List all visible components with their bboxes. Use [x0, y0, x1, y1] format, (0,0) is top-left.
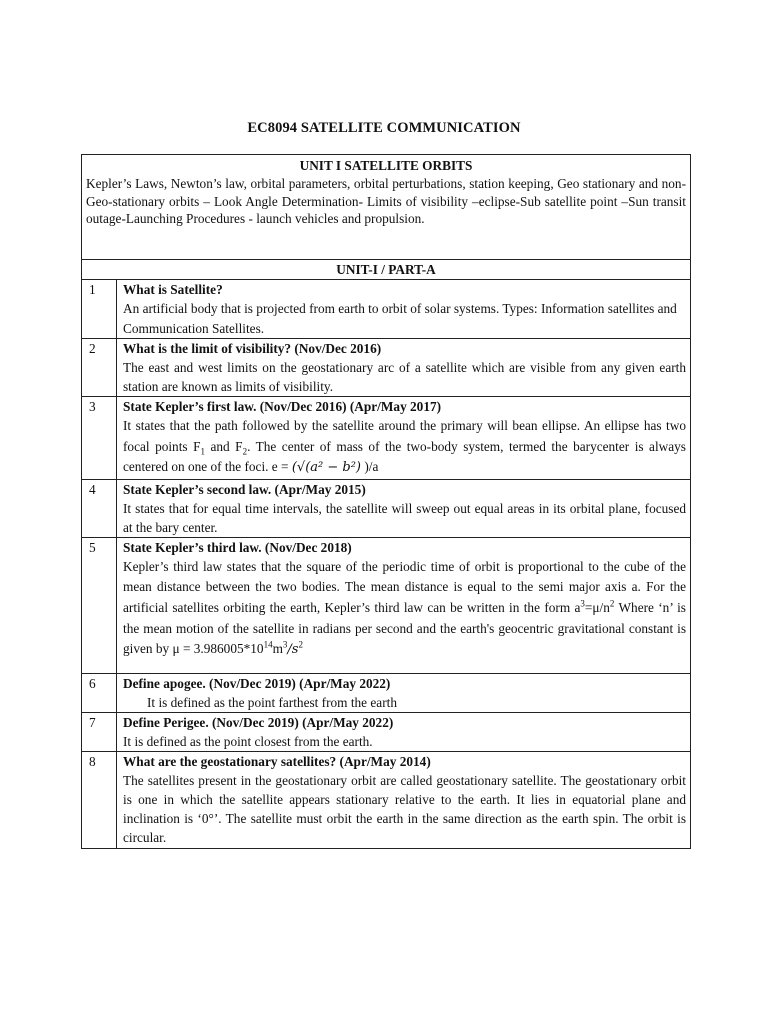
question-number: 7	[82, 712, 117, 751]
question-number: 3	[82, 397, 117, 480]
question-number: 5	[82, 537, 117, 673]
answer-text: It is defined as the point closest from the earth.	[123, 733, 373, 749]
question-row	[82, 537, 691, 673]
question-text: What are the geostationary satellites? (Apr/May 2014)	[123, 753, 431, 769]
question-content	[117, 712, 691, 751]
answer-segment: m	[272, 641, 283, 657]
subscript: 1	[200, 446, 205, 457]
question-number: 6	[82, 673, 117, 712]
answer-segment: )/a	[361, 459, 379, 475]
question-table	[81, 154, 691, 849]
document-title: EC8094 SATELLITE COMMUNICATION	[247, 120, 521, 136]
answer-text: It states that for equal time intervals, the satellite will sweep out equal areas in its orbital plane, focused at the bary center.	[123, 500, 686, 535]
question-row	[82, 479, 691, 537]
question-number: 1	[82, 280, 117, 339]
question-content	[117, 673, 691, 712]
question-text: State Kepler’s third law. (Nov/Dec 2018)	[123, 539, 352, 555]
question-content	[117, 751, 691, 848]
question-content	[117, 397, 691, 480]
answer-segment: It states that the path followed by the satellite around the primary will bean ellipse. An ellipse has two focal points F	[123, 418, 686, 454]
answer-segment: and F	[204, 438, 243, 454]
subscript: 2	[242, 446, 248, 457]
answer-text: The satellites present in the geostationary orbit are called geostationary satellite. The geostationary orbit is one in which the satellite appears stationary relative to the earth. It lies in equatorial plane and inclination is ‘0°’. The satellite must orbit the earth in the same direction as the earth spin. The orbit is circular.	[123, 772, 686, 845]
question-text: Define Perigee. (Nov/Dec 2019) (Apr/May 2022)	[123, 714, 394, 730]
question-text: State Kepler’s second law. (Apr/May 2015)	[123, 481, 366, 497]
part-header: UNIT-I / PART-A	[82, 260, 691, 280]
unit-row	[82, 155, 691, 260]
question-text: What is the limit of visibility? (Nov/Dec 2016)	[123, 341, 382, 356]
unit-cell	[82, 155, 691, 260]
answer-text	[123, 557, 686, 661]
unit-title: UNIT I SATELLITE ORBITS	[299, 158, 473, 173]
superscript: 14	[263, 639, 273, 650]
answer-segment: Kepler’s third law states that the square of the periodic time of orbit is proportional to the cube of the mean distance between the two bodies. The mean distance is equal to the semi major axis a. For the artificial satellites orbiting the earth, Kepler’s third law can be written in the form a	[123, 558, 686, 615]
question-text: Define apogee. (Nov/Dec 2019) (Apr/May 2022)	[123, 675, 391, 691]
question-number: 4	[82, 479, 117, 537]
question-content	[117, 339, 691, 397]
answer-segment: Where ‘n’ is the mean motion of the satellite in radians per second and the earth's geocentric gravitational constant is given by μ = 3.986005*10	[123, 599, 686, 657]
question-text: State Kepler’s first law. (Nov/Dec 2016) (Apr/May 2017)	[123, 399, 442, 414]
superscript: 2	[609, 598, 615, 609]
answer-text: The east and west limits on the geostationary arc of a satellite which are visible from any given earth station are known as limits of visibility.	[123, 360, 686, 394]
superscript: 2	[298, 639, 303, 650]
question-row	[82, 673, 691, 712]
question-content	[117, 280, 691, 339]
answer-text	[123, 416, 686, 479]
answer-segment: =μ/n	[584, 599, 610, 615]
question-content	[117, 537, 691, 673]
question-number: 8	[82, 751, 117, 848]
answer-text: It is defined as the point farthest from the earth	[147, 694, 397, 710]
question-row	[82, 339, 691, 397]
eccentricity-formula: (√(a² − b²)	[291, 460, 361, 476]
question-text: What is Satellite?	[123, 282, 223, 297]
question-number: 2	[82, 339, 117, 397]
answer-text: An artificial body that is projected from earth to orbit of solar systems. Types: Information satellites and Communication Satellites.	[123, 301, 677, 336]
question-content	[117, 479, 691, 537]
question-row	[82, 397, 691, 480]
unit-topics: Kepler’s Laws, Newton’s law, orbital parameters, orbital perturbations, station keeping, Geo stationary and non-Geo-stationary orbits – Look Angle Determination- Limits of visibility –eclipse-Sub satellite point –Sun transit outage-Launching Procedures - launch vehicles and propulsion.	[86, 176, 686, 227]
question-row	[82, 712, 691, 751]
part-header-row	[82, 260, 691, 280]
unit-segment: /s	[287, 642, 299, 658]
question-row	[82, 751, 691, 848]
question-row	[82, 280, 691, 339]
superscript: 3	[580, 598, 585, 609]
answer-segment: . The center of mass of the two-body system, termed the barycenter is always centered on one of the foci. e =	[123, 438, 686, 475]
superscript: 3	[282, 639, 288, 650]
